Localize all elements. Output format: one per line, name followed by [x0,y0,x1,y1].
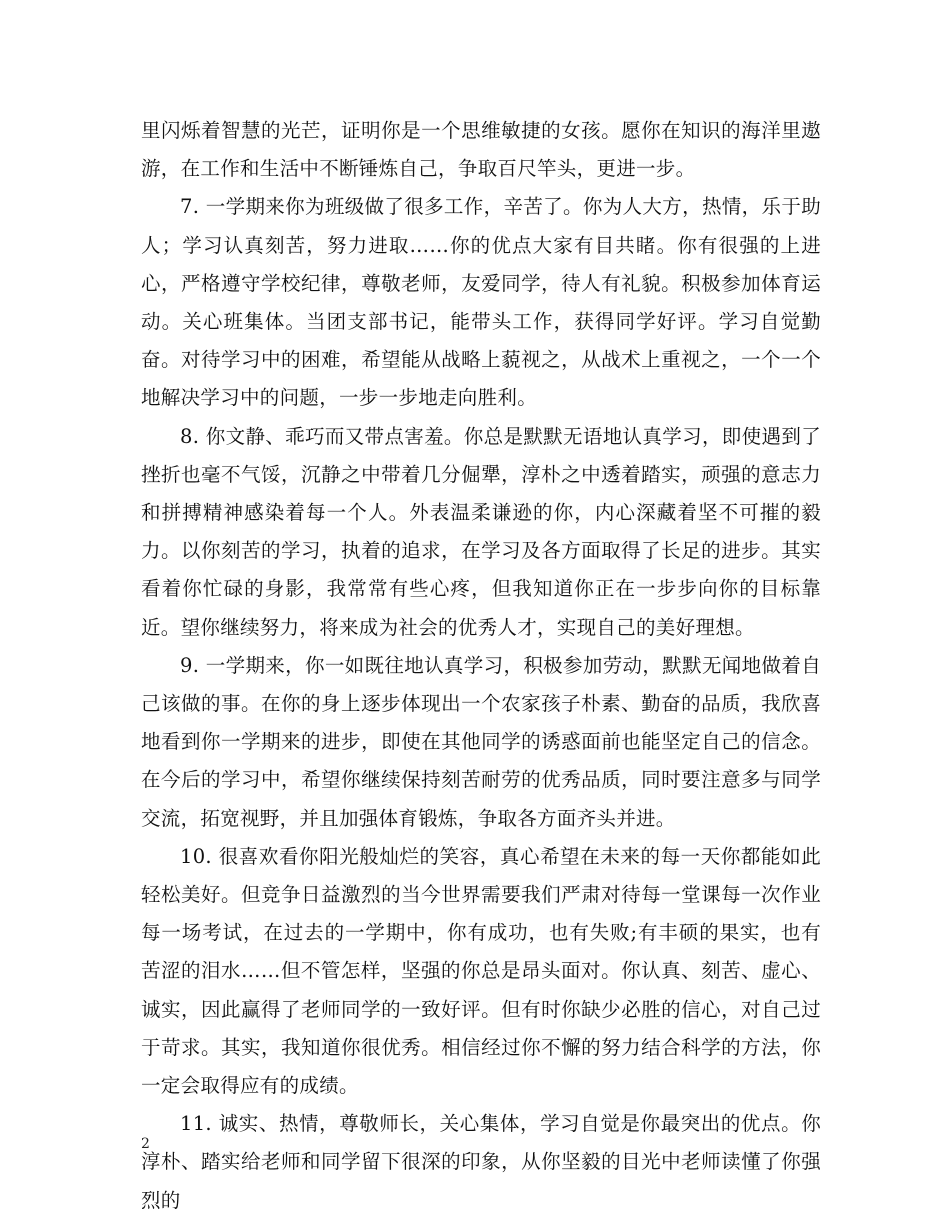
paragraph-comment-10: 10. 很喜欢看你阳光般灿烂的笑容，真心希望在未来的每一天你都能如此轻松美好。但竞争日益激烈的当今世界需要我们严肃对待每一堂课每一次作业每一场考试，在过去的一学期中，你有成功，也有失败;有丰硕的果实，也有苦涩的泪水……但不管怎样，坚强的你总是昂头面对。你认真、刻苦、虚心、诚实，因此赢得了老师同学的一致好评。但有时你缺少必胜的信心，对自己过于苛求。其实，我知道你很优秀。相信经过你不懈的努力结合科学的方法，你一定会取得应有的成绩。 [141,844,821,1098]
paragraph-comment-11: 11. 诚实、热情，尊敬师长，关心集体，学习自觉是你最突出的优点。你淳朴、踏实给老师和同学留下很深的印象，从你坚毅的目光中老师读懂了你强烈的 [141,1112,821,1212]
paragraph-comment-7: 7. 一学期来你为班级做了很多工作，辛苦了。你为人大方，热情，乐于助人；学习认真刻苦，努力进取……你的优点大家有目共睹。你有很强的上进心，严格遵守学校纪律，尊敬老师，友爱同学，待人有礼貌。积极参加体育运动。关心班集体。当团支部书记，能带头工作，获得同学好评。学习自觉勤奋。对待学习中的困难，希望能从战略上藐视之，从战术上重视之，一个一个地解决学习中的问题，一步一步地走向胜利。 [141,195,821,410]
document-body [141,112,821,1220]
page-number: 2 [141,1136,150,1152]
paragraph-continuation: 里闪烁着智慧的光芒，证明你是一个思维敏捷的女孩。愿你在知识的海洋里遨游，在工作和生活中不断锤炼自己，争取百尺竿头，更进一步。 [141,119,821,181]
paragraph-comment-8: 8. 你文静、乖巧而又带点害羞。你总是默默无语地认真学习，即使遇到了挫折也毫不气馁，沉静之中带着几分倔犟，淳朴之中透着踏实，顽强的意志力和拼搏精神感染着每一个人。外表温柔谦逊的你，内心深藏着坚不可摧的毅力。以你刻苦的学习，执着的追求，在学习及各方面取得了长足的进步。其实看着你忙碌的身影，我常常有些心疼，但我知道你正在一步步向你的目标靠近。望你继续努力，将来成为社会的优秀人才，实现自己的美好理想。 [141,424,821,639]
paragraph-comment-9: 9. 一学期来，你一如既往地认真学习，积极参加劳动，默默无闻地做着自己该做的事。在你的身上逐步体现出一个农家孩子朴素、勤奋的品质，我欣喜地看到你一学期来的进步，即使在其他同学的诱惑面前也能坚定自己的信念。在今后的学习中，希望你继续保持刻苦耐劳的优秀品质，同时要注意多与同学交流，拓宽视野，并且加强体育锻炼，争取各方面齐头并进。 [141,653,821,830]
